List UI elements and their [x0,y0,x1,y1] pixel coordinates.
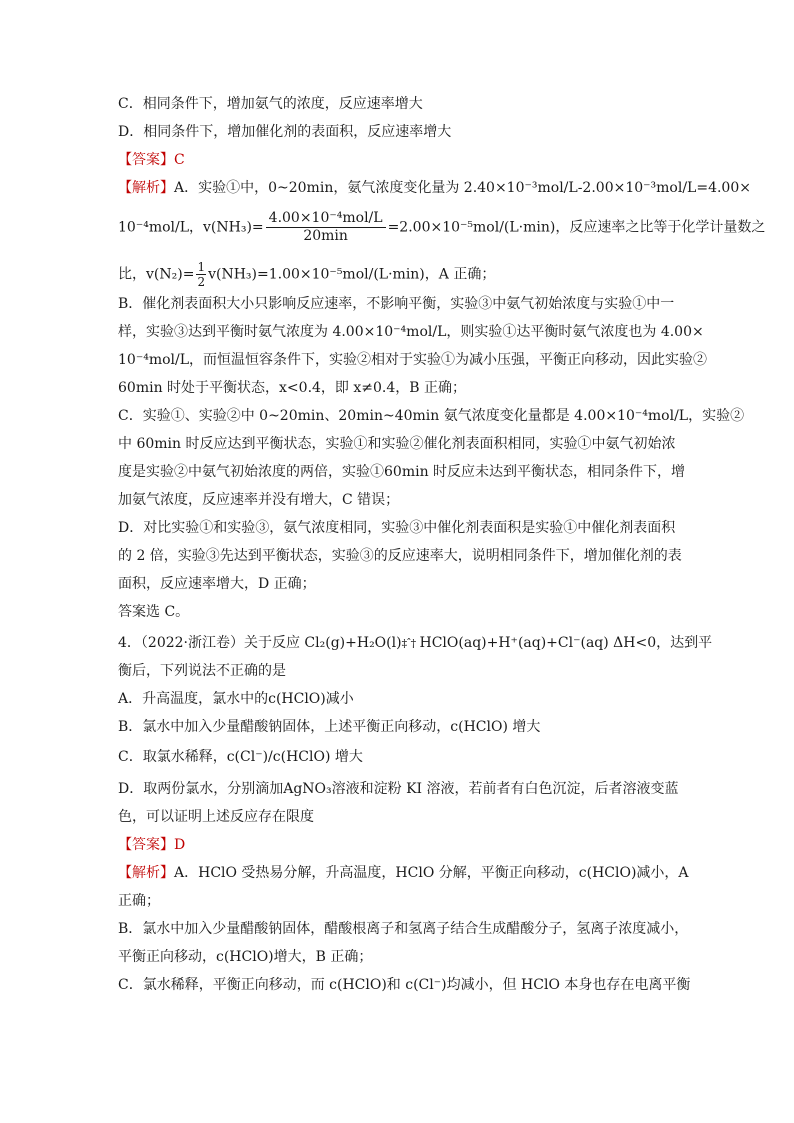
question-4-option-d-2: 色，可以证明上述反应存在限度 [118,809,314,825]
analysis-c-1: C．实验①、实验②中 0~20min、20min~40min 氨气浓度变化量都是 4.00×10⁻⁴mol/L，实验② [118,408,745,424]
fraction-numerator: 4.00×10⁻⁴mol/L [266,210,386,228]
analysis-text: A．实验①中，0~20min，氨气浓度变化量为 2.40×10⁻³mol/L-2.00×10⁻³mol/L=4.00× [174,180,751,196]
analysis2-text: A．HClO 受热易分解，升高温度，HClO 分解，平衡正向移动，c(HClO)减小，A [174,865,689,881]
analysis-b-2: 样，实验③达到平衡时氨气浓度为 4.00×10⁻⁴mol/L，则实验①达平衡时氨气浓度也为 4.00× [118,324,704,340]
analysis2-line-3: B．氯水中加入少量醋酸钠固体，醋酸根离子和氢离子结合生成醋酸分子，氢离子浓度减小， [118,921,689,937]
answer-value: C [174,152,185,168]
answer-line-1 [118,150,185,170]
analysis-b-1: B．催化剂表面积大小只影响反应速率，不影响平衡，实验③中氨气初始浓度与实验①中一 [118,296,675,312]
n2-expr-pre: 比，v(N₂)= [118,266,195,283]
analysis-c-3: 度是实验②中氨气初始浓度的两倍，实验①60min 时反应未达到平衡状态，相同条件下，增 [118,464,686,480]
analysis-b-4: 60min 时处于平衡状态，x<0.4，即 x≠0.4，B 正确； [118,380,467,396]
analysis-label: 【解析】 [118,865,174,881]
question-4-stem [118,633,712,654]
analysis-d-3: 面积，反应速率增大，D 正确； [118,576,316,592]
rate-fraction [266,210,386,245]
analysis-label: 【解析】 [118,180,174,196]
option-d-text: D．相同条件下，增加催化剂的表面积，反应速率增大 [118,124,452,140]
answer-choice-summary: 答案选 C。 [118,604,190,620]
answer-label: 【答案】 [118,837,174,853]
question-4-stem-a: 4．（2022·浙江卷）关于反应 Cl₂(g)+H₂O(l) [118,635,402,651]
rate-expr-pre: 10⁻⁴mol/L，v(NH₃)= [118,219,264,236]
analysis-line-1 [118,178,751,198]
half-fraction [196,260,206,289]
question-4-option-c: C．取氯水稀释，c(Cl⁻)/c(HClO) 增大 [118,749,363,765]
equilibrium-arrow-icon: ‡ˆ† [401,637,416,650]
question-4-stem-cont: 衡后，下列说法不正确的是 [118,663,286,679]
analysis2-line-5: C．氯水稀释，平衡正向移动，而 c(HClO)和 c(Cl⁻)均减小，但 HClO 本身也存在电离平衡 [118,977,691,993]
analysis2-line-2: 正确； [118,893,160,909]
analysis-line-2 [118,210,765,245]
analysis2-line-4: 平衡正向移动，c(HClO)增大，B 正确； [118,949,373,965]
fraction-denominator: 20min [303,228,348,244]
analysis-c-4: 加氨气浓度，反应速率并没有增大，C 错误； [118,492,400,508]
answer-value: D [174,837,186,853]
question-4-stem-b: HClO(aq)+H⁺(aq)+Cl⁻(aq) ΔH<0，达到平 [415,635,713,651]
analysis-d-1: D．对比实验①和实验③，氨气浓度相同，实验③中催化剂表面积是实验①中催化剂表面积 [118,520,676,536]
analysis-c-2: 中 60min 时反应达到平衡状态，实验①和实验②催化剂表面积相同，实验①中氨气初始浓 [118,436,676,452]
question-4-option-d-1: D．取两份氯水，分别滴加AgNO₃溶液和淀粉 KI 溶液，若前者有白色沉淀，后者溶液变蓝 [118,781,679,797]
analysis2-line-1 [118,863,689,883]
fraction-denominator: 2 [197,275,206,289]
analysis-b-3: 10⁻⁴mol/L，而恒温恒容条件下，实验②相对于实验①为减小压强，平衡正向移动，因此实验② [118,352,708,368]
n2-expr-post: v(NH₃)=1.00×10⁻⁵mol/(L·min)，A 正确； [208,266,496,283]
option-c-text: C．相同条件下，增加氨气的浓度，反应速率增大 [118,96,423,112]
fraction-numerator: 1 [197,260,206,274]
analysis-line-3 [118,260,495,289]
question-4-option-a: A．升高温度，氯水中的c(HClO)减小 [118,691,354,707]
rate-expr-post: =2.00×10⁻⁵mol/(L·min)，反应速率之比等于化学计量数之 [387,219,766,236]
question-4-option-b: B．氯水中加入少量醋酸钠固体，上述平衡正向移动，c(HClO) 增大 [118,719,541,735]
answer-label: 【答案】 [118,152,174,168]
answer-line-2 [118,835,185,855]
analysis-d-2: 的 2 倍，实验③先达到平衡状态，实验③的反应速率大，说明相同条件下，增加催化剂的表 [118,548,682,564]
